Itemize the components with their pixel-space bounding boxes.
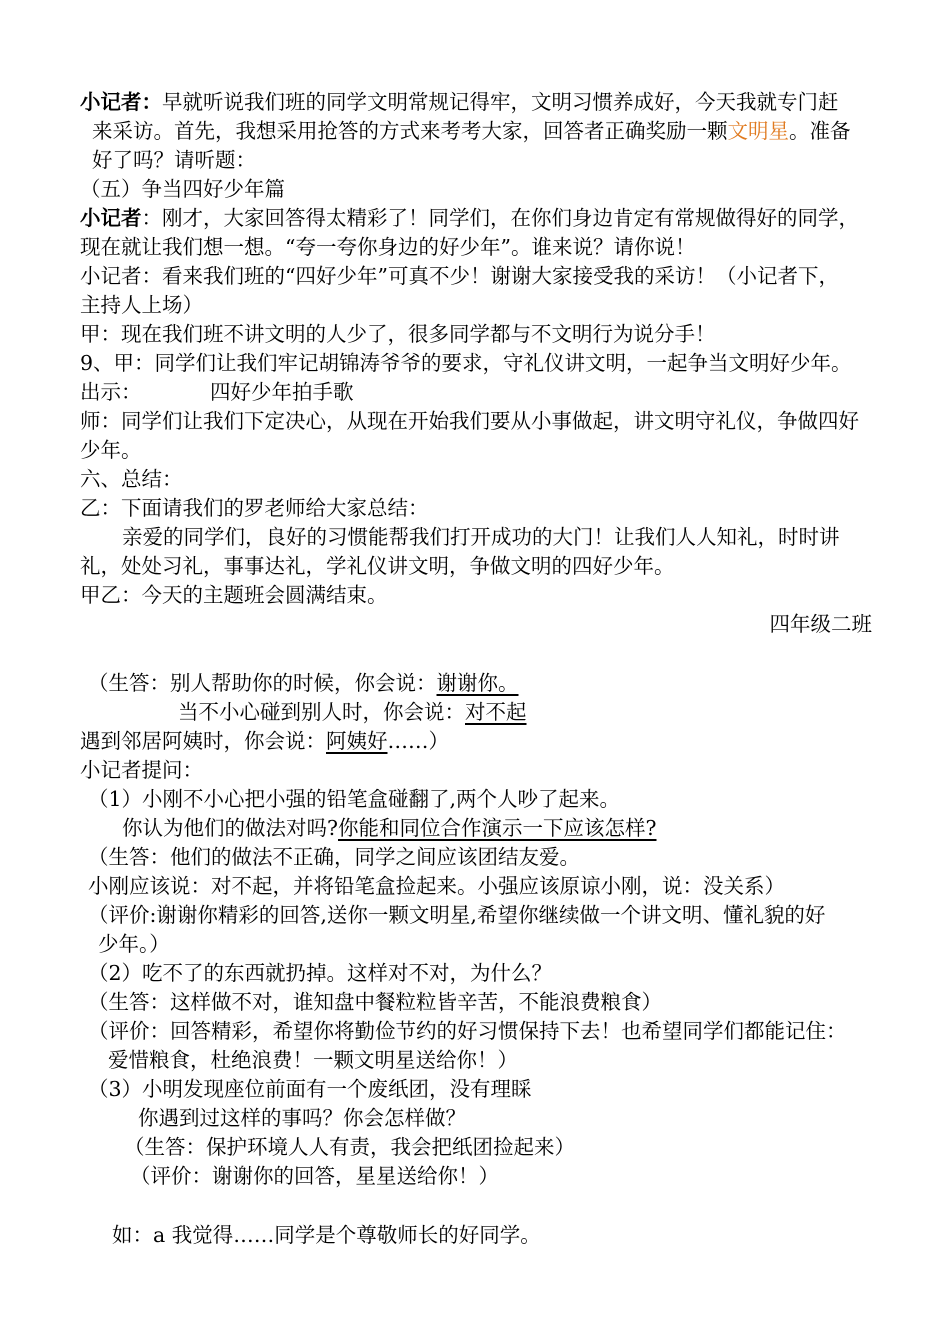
paragraph-reporter-intro-line2 (92, 117, 851, 145)
text: ：刚才，大家回答得太精彩了！同学们，在你们身边肯定有常规做得好的同学， (141, 206, 859, 230)
underlined-answer: 对不起 (465, 700, 527, 724)
paragraph-reporter-intro-line1 (80, 88, 839, 116)
paragraph-teacher-line1: 师：同学们让我们下定决心，从现在开始我们要从小事做起，讲文明守礼仪，争做四好 (80, 409, 859, 433)
question-2: （2）吃不了的东西就扔掉。这样对不对，为什么？ (88, 961, 553, 985)
question-3-sub: 你遇到过这样的事吗？你会怎样做？ (138, 1106, 466, 1130)
paragraph-summary-line1: 亲爱的同学们，良好的习惯能帮我们打开成功的大门！让我们人人知礼，时时讲 (122, 525, 840, 549)
question-3-answer: （生答：保护环境人人有责，我会把纸团捡起来） (124, 1135, 575, 1159)
highlight-wenmingxing: 文明星 (727, 119, 789, 143)
text: 早就听说我们班的同学文明常规记得牢，文明习惯养成好，今天我就专门赶 (162, 90, 839, 114)
signature-class: 四年级二班 (769, 612, 872, 636)
section-heading-6: 六、总结： (80, 467, 183, 491)
show-label: 出示： (80, 380, 142, 404)
question-2-eval-line1: （评价：回答精彩，希望你将勤俭节约的好习惯保持下去！也希望同学们都能记住： (88, 1019, 847, 1043)
paragraph-reporter-thanks-line1: 小记者：看来我们班的“四好少年”可真不少！谢谢大家接受我的采访！（小记者下， (80, 264, 839, 288)
paragraph-reporter-praise-line1 (80, 204, 859, 232)
answer-line-1 (88, 669, 519, 697)
paragraph-yi: 乙：下面请我们的罗老师给大家总结： (80, 496, 429, 520)
text: （生答：别人帮助你的时候，你会说： (88, 671, 437, 695)
answer-line-3 (80, 727, 449, 755)
underlined-answer: 谢谢你。 (436, 671, 519, 695)
speaker-label: 小记者 (80, 206, 142, 230)
underlined-prompt: 你能和同位合作演示一下应该怎样? (338, 816, 657, 840)
text: 。准备 (789, 119, 851, 143)
question-2-eval-line2: 爱惜粮食，杜绝浪费！一颗文明星送给你！） (108, 1048, 518, 1072)
section-heading-5: （五）争当四好少年篇 (80, 177, 285, 201)
text: 遇到邻居阿姨时，你会说： (80, 729, 326, 753)
text: 你认为他们的做法对吗? (122, 816, 338, 840)
question-3: （3）小明发现座位前面有一个废纸团，没有理睬 (88, 1077, 532, 1101)
question-1-eval-line2: 少年。） (98, 932, 170, 956)
question-1-eval-line1: （评价:谢谢你精彩的回答,送你一颗文明星,希望你继续做一个讲文明、懂礼貌的好 (88, 903, 826, 927)
text: 当不小心碰到别人时，你会说： (178, 700, 465, 724)
underlined-answer: 阿姨好 (326, 729, 388, 753)
question-1-answer-line1: （生答：他们的做法不正确，同学之间应该团结友爱。 (88, 845, 580, 869)
song-title: 四好少年拍手歌 (210, 380, 354, 404)
paragraph-reporter-intro-line3: 好了吗？请听题： (92, 148, 256, 172)
paragraph-teacher-line2: 少年。 (80, 438, 142, 462)
answer-line-2 (178, 698, 527, 726)
paragraph-reporter-thanks-line2: 主持人上场） (80, 293, 203, 317)
paragraph-jia-2: 9、甲：同学们让我们牢记胡锦涛爷爷的要求，守礼仪讲文明，一起争当文明好少年。 (80, 351, 852, 375)
paragraph-closing: 甲乙：今天的主题班会圆满结束。 (80, 583, 388, 607)
question-2-answer: （生答：这样做不对，谁知盘中餐粒粒皆辛苦，不能浪费粮食） (88, 990, 662, 1014)
speaker-label: 小记者： (80, 90, 162, 114)
question-1-sub (122, 814, 657, 842)
text: 来采访。首先，我想采用抢答的方式来考考大家，回答者正确奖励一颗 (92, 119, 728, 143)
paragraph-summary-line2: 礼，处处习礼，事事达礼，学礼仪讲文明，争做文明的四好少年。 (80, 554, 675, 578)
example-line: 如：a 我觉得……同学是个尊敬师长的好同学。 (112, 1223, 541, 1247)
paragraph-reporter-praise-line2: 现在就让我们想一想。“夸一夸你身边的好少年”。谁来说？请你说！ (80, 235, 696, 259)
question-3-eval: （评价：谢谢你的回答，星星送给你！） (130, 1164, 499, 1188)
question-1-answer-line2: 小刚应该说：对不起，并将铅笔盒捡起来。小强应该原谅小刚，说：没关系） (88, 874, 785, 898)
question-1: （1）小刚不小心把小强的铅笔盒碰翻了,两个人吵了起来。 (88, 787, 621, 811)
text: ……） (387, 729, 449, 753)
questions-heading: 小记者提问： (80, 758, 203, 782)
paragraph-jia-1: 甲：现在我们班不讲文明的人少了，很多同学都与不文明行为说分手！ (80, 322, 716, 346)
